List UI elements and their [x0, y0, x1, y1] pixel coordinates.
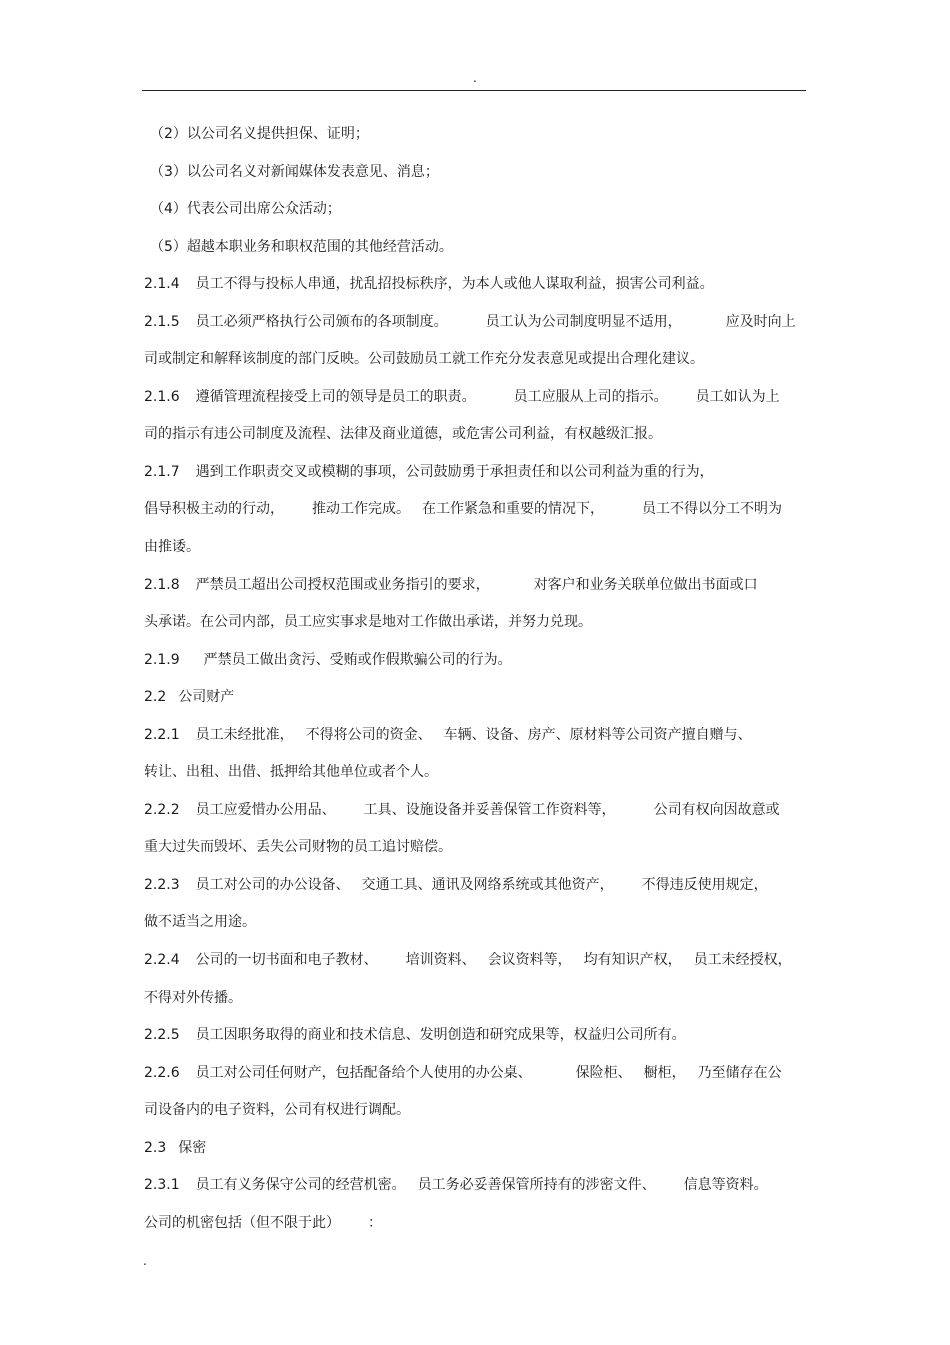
line-text: 由推诿。: [144, 539, 200, 556]
line-text: 在工作紧急和重要的情况下，: [422, 501, 604, 518]
clause-continuation: [144, 910, 810, 948]
line-text: ：: [368, 1214, 382, 1231]
list-item: [144, 160, 810, 198]
clause-continuation: [144, 497, 810, 535]
section-heading: [144, 1136, 810, 1174]
clause-number: 2.1.9: [144, 651, 180, 668]
clause-number: 2.1.7: [144, 463, 180, 480]
line-text: 不得违反使用规定，: [641, 876, 768, 893]
line-text: 员工对公司的办公设备、: [195, 876, 350, 893]
clause-number: 2.2.2: [144, 801, 180, 818]
section-title: 保密: [178, 1139, 207, 1156]
clause-continuation: [144, 1098, 810, 1136]
clause-continuation: [144, 610, 810, 648]
line-text: 橱柜，: [643, 1064, 686, 1081]
clause-line: [144, 573, 810, 611]
line-text: 培训资料、: [405, 952, 476, 969]
clause-number: 2.3.1: [144, 1177, 180, 1194]
line-text: 工具、设施设备并妥善保管工作资料等，: [363, 801, 616, 818]
line-text: 司设备内的电子资料，公司有权进行调配。: [144, 1102, 410, 1119]
clause-number: 2.1.5: [144, 313, 180, 330]
line-text: 信息等资料。: [683, 1177, 768, 1194]
clause-number: 2.2.4: [144, 952, 180, 969]
section-number: 2.3: [144, 1139, 167, 1156]
line-text: 转让、出租、出借、抵押给其他单位或者个人。: [144, 764, 438, 781]
list-item: [144, 122, 810, 160]
line-text: 交通工具、通讯及网络系统或其他资产，: [361, 876, 614, 893]
clause-continuation: [144, 1211, 810, 1249]
line-text: 员工未经授权，: [693, 952, 792, 969]
line-text: 员工因职务取得的商业和技术信息、发明创造和研究成果等，权益归公司所有。: [195, 1027, 686, 1044]
line-text: 员工务必妥善保管所持有的涉密文件、: [417, 1177, 656, 1194]
clause-continuation: [144, 422, 810, 460]
clause-line: [144, 648, 810, 686]
line-text: 推动工作完成。: [312, 501, 410, 518]
line-text: 员工不得以分工不明为: [642, 501, 782, 518]
line-text: 司的指示有违公司制度及流程、法律及商业道德，或危害公司利益，有权越级汇报。: [144, 426, 662, 443]
line-text: 员工不得与投标人串通，扰乱招投标秩序，为本人或他人谋取利益，损害公司利益。: [195, 276, 714, 293]
line-text: 公司的机密包括（但不限于此）: [144, 1214, 340, 1231]
line-text: 均有知识产权，: [583, 952, 682, 969]
line-text: 严禁员工做出贪污、受贿或作假欺骗公司的行为。: [203, 651, 512, 668]
clause-continuation: [144, 760, 810, 798]
line-text: 应及时向上: [725, 313, 796, 330]
line-text: （3）以公司名义对新闻媒体发表意见、消息；: [150, 163, 439, 180]
clause-line: [144, 948, 810, 986]
line-text: 对客户和业务关联单位做出书面或口: [533, 576, 758, 593]
clause-number: 2.2.5: [144, 1027, 180, 1044]
clause-number: 2.1.6: [144, 388, 180, 405]
clause-continuation: [144, 835, 810, 873]
header-mark: .: [473, 71, 477, 85]
clause-line: [144, 272, 810, 310]
line-text: 员工对公司任何财产，包括配备给个人使用的办公桌、: [195, 1064, 532, 1081]
line-text: 会议资料等，: [487, 952, 572, 969]
line-text: 不得对外传播。: [144, 989, 242, 1006]
line-text: 倡导积极主动的行动，: [144, 501, 284, 518]
clause-line: [144, 385, 810, 423]
clause-continuation: [144, 986, 810, 1024]
clause-number: 2.2.1: [144, 726, 180, 743]
clause-continuation: [144, 535, 810, 573]
line-text: 保险柜、: [575, 1064, 632, 1081]
line-text: 司或制定和解释该制度的部门反映。公司鼓励员工就工作充分发表意见或提出合理化建议。: [144, 351, 704, 368]
section-number: 2.2: [144, 689, 167, 706]
list-item: [144, 235, 810, 273]
list-item: [144, 197, 810, 235]
section-heading: [144, 685, 810, 723]
line-text: 严禁员工超出公司授权范围或业务指引的要求，: [195, 576, 490, 593]
line-text: 车辆、设备、房产、原材料等公司资产擅自赠与、: [443, 726, 752, 743]
line-text: 员工如认为上: [695, 388, 780, 405]
footer-mark: .: [143, 1254, 147, 1268]
clause-line: [144, 310, 810, 348]
clause-number: 2.1.4: [144, 276, 180, 293]
clause-line: [144, 1173, 810, 1211]
line-text: 员工应爱惜办公用品、: [195, 801, 336, 818]
line-text: 遵循管理流程接受上司的领导是员工的职责。: [195, 388, 476, 405]
section-title: 公司财产: [178, 689, 235, 706]
clause-line: [144, 460, 810, 498]
header-rule: [142, 90, 806, 91]
clause-line: [144, 798, 810, 836]
line-text: 公司的一切书面和电子教材、: [195, 952, 378, 969]
line-text: 乃至储存在公: [697, 1064, 782, 1081]
clause-line: [144, 1023, 810, 1061]
line-text: （4）代表公司出席公众活动；: [150, 201, 341, 218]
clause-line: [144, 723, 810, 761]
line-text: 员工必须严格执行公司颁布的各项制度。: [195, 313, 448, 330]
clause-number: 2.2.6: [144, 1064, 180, 1081]
clause-number: 2.2.3: [144, 876, 180, 893]
line-text: 员工有义务保守公司的经营机密。: [195, 1177, 406, 1194]
line-text: 员工应服从上司的指示。: [513, 388, 668, 405]
clause-line: [144, 873, 810, 911]
line-text: 重大过失而毁坏、丢失公司财物的员工追讨赔偿。: [144, 839, 452, 856]
line-text: （2）以公司名义提供担保、证明；: [150, 126, 369, 142]
line-text: 公司有权向因故意或: [653, 801, 780, 818]
document-body: [144, 122, 810, 1248]
line-text: 员工未经批准，: [195, 726, 294, 743]
line-text: （5）超越本职业务和职权范围的其他经营活动。: [150, 238, 453, 255]
line-text: 头承诺。在公司内部，员工应实事求是地对工作做出承诺，并努力兑现。: [144, 614, 592, 631]
line-text: 不得将公司的资金、: [305, 726, 432, 743]
line-text: 员工认为公司制度明显不适用，: [485, 313, 682, 330]
line-text: 做不适当之用途。: [144, 914, 256, 931]
clause-number: 2.1.8: [144, 576, 180, 593]
clause-line: [144, 1061, 810, 1099]
clause-continuation: [144, 347, 810, 385]
line-text: 遇到工作职责交叉或模糊的事项，公司鼓励勇于承担责任和以公司利益为重的行为，: [195, 463, 714, 480]
